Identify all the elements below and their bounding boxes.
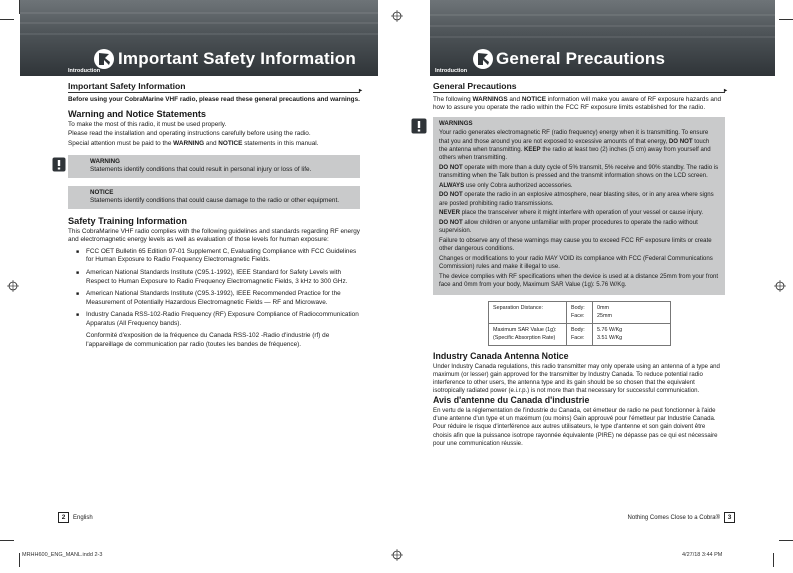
- list-item: ■ Industry Canada RSS-102-Radio Frequency (RF) Exposure Compliance of Radiocommunication Apparatus (All Frequency bands).: [78, 311, 360, 328]
- warnings-box: [433, 117, 725, 295]
- notice-label: NOTICE: [90, 188, 114, 196]
- cobra-logo-icon: [472, 48, 494, 70]
- notice-text: Statements identify conditions that could cause damage to the radio or other equipment.: [90, 197, 340, 205]
- warning-icon: [52, 157, 66, 172]
- footer-left: [58, 512, 93, 523]
- page-number: 3: [724, 512, 735, 523]
- warning-item: NEVER place the transceiver where it might interfere with operation of your vessel or cause injury.: [439, 209, 704, 217]
- warning-item: DO NOT allow children or anyone unfamiliar with proper procedures to operate the radio without supervision.: [439, 219, 698, 235]
- print-slug-file: MRHH600_ENG_MANL.indd 2-3: [22, 552, 103, 558]
- table-cell: Separation Distance:: [489, 301, 567, 323]
- warning-notice-heading: Warning and Notice Statements: [68, 109, 207, 120]
- left-page-content: [68, 82, 360, 350]
- warning-item: DO NOT operate with more than a duty cycle of 5% transmit, 5% receive and 90% standby. The radio is transmitting when the Talk button is pressed and the transmit information shows on the LCD screen.: [439, 163, 719, 179]
- print-slug-date: 4/27/18 3:44 PM: [682, 552, 723, 558]
- right-page-content: [433, 82, 725, 449]
- paragraph: Special attention must be paid to the WARNING and NOTICE statements in this manual.: [68, 139, 319, 147]
- warnings-label: WARNINGS: [439, 119, 473, 127]
- table-cell: 5.76 W/Kg 3.51 W/Kg: [593, 323, 671, 345]
- header-title-right: General Precautions: [496, 49, 666, 68]
- french-compliance-text: Conformité d'exposition de la fréquence du Canada RSS-102 -Radio d'industrie (rf) de l'appareillage de communication par radio (toutes les bandes de fréquence).: [86, 332, 330, 349]
- registration-mark-left: [7, 280, 19, 292]
- crop-mark: [779, 540, 793, 541]
- training-intro: This CobraMarine VHF radio complies with the following guidelines and standards regarding RF energy and electromagnetic energy levels as well as evaluation of those levels for human exposure:: [68, 227, 360, 244]
- ic-text: Under Industry Canada regulations, this radio transmitter may only operate using an antenna of a type and maximum (or lesser) gain approved for the transmitter by Industry Canada. To reduce potential radio interference to other users, the antenna type and its gain should be so chosen that the equivalent isotropically radiated power (e.i.r.p.) is not more than that necessary for successful communication.: [433, 362, 720, 395]
- fr-heading: Avis d'antenne du Canada d'industrie: [433, 395, 590, 406]
- section-title: General Precautions ▸: [433, 82, 725, 93]
- crop-mark: [19, 553, 20, 567]
- header-title-left: Important Safety Information: [118, 49, 356, 68]
- page-number: 2: [58, 512, 69, 523]
- registration-mark-top: [391, 10, 403, 22]
- table-row: [489, 323, 671, 345]
- list-item: ■ American National Standards Institute (C95.1-1992), IEEE Standard for Safety Levels with Respect to Human Exposure to Radio Frequency Electromagnetic Fields, 3 kHz to 300 GHz.: [78, 269, 360, 286]
- footer-right: [628, 512, 735, 523]
- paragraph: To make the most of this radio, it must be used properly.: [68, 120, 227, 128]
- warning-item: DO NOT operate the radio in an explosive atmosphere, near blasting sites, or in any area where signs are posted prohibiting radio transmissions.: [439, 191, 714, 207]
- warning-label: WARNING: [90, 157, 120, 165]
- crop-mark: [0, 540, 14, 541]
- section-tag-right: Introduction: [435, 68, 468, 74]
- warning-item: Failure to observe any of these warnings may cause you to exceed FCC RF exposure limits or create other dangerous conditions.: [439, 236, 712, 253]
- sar-table: [488, 301, 671, 346]
- list-item: ■ FCC OET Bulletin 65 Edition 97-01 Supplement C, Evaluating Compliance with FCC Guidelines for Human Exposure to Radio Frequency Electromagnetic Fields.: [78, 248, 360, 265]
- footer-tagline: Nothing Comes Close to a Cobra®: [627, 514, 720, 521]
- crop-mark: [779, 19, 793, 20]
- warning-item: Changes or modifications to your radio MAY VOID its compliance with FCC (Federal Communications Commission) rules and make it illegal to use.: [439, 254, 713, 271]
- footer-language: English: [73, 514, 93, 521]
- registration-mark-bottom: [391, 549, 403, 561]
- fr-text: En vertu de la réglementation de l'industrie du Canada, cet émetteur de radio ne peut fonctionner à l'aide d'une antenne d'un type et un maximum (ou moins) Gain approuvé pour l'émetteur par Industrie Canada. Pour réduire le risque d'interférence aux autres utilisateurs, le type d'antenne et son gain doivent être choisis afin que la puissance isotrope rayonnée équivalente (PIRE) ne dépasse pas ce qui est nécessaire pour une communication réussie.: [433, 407, 718, 447]
- crop-mark: [0, 19, 14, 20]
- training-heading: Safety Training Information: [68, 215, 187, 226]
- warning-icon: [411, 118, 427, 134]
- intro-text: Before using your CobraMarine VHF radio, please read these general precautions and warnings.: [68, 95, 360, 103]
- warning-item: ALWAYS use only Cobra authorized accessories.: [439, 181, 573, 189]
- table-cell: Body: Face:: [567, 301, 593, 323]
- paragraph: Please read the installation and operating instructions carefully before using the radio.: [68, 130, 311, 138]
- table-cell: 0mm 25mm: [593, 301, 671, 323]
- section-title: Important Safety Information ▸: [68, 82, 360, 93]
- notice-box: [68, 186, 360, 209]
- warning-item: Your radio generates electromagnetic RF (radio frequency) energy when it is transmitting. To ensure that you and those around you are not exposed to excessive amounts of that energy, DO NOT touch the antenna when transmitting. KEEP the radio at least two (2) inches (5 cm) away from yourself and others when transmitting.: [439, 129, 711, 162]
- registration-mark-right: [774, 280, 786, 292]
- warning-box: [68, 155, 360, 178]
- warning-item: The device complies with RF specifications when the device is used at a distance 25mm from your front face and 0mm from your body, Maximum SAR Value (1g): 5.76 W/Kg.: [439, 272, 719, 288]
- table-cell: Body: Face:: [567, 323, 593, 345]
- list-item: ■ American National Standards Institute (C95.3-1992), IEEE Recommended Practice for the Measurement of Potentially Hazardous Electromagnetic Fields — RF and Microwave.: [78, 290, 360, 307]
- crop-mark: [773, 553, 774, 567]
- section-tag-left: Introduction: [68, 68, 101, 74]
- intro-text: The following WARNINGS and NOTICE information will make you aware of RF exposure hazards and how to assure you operate the radio within the FCC RF exposure limits established for the radio.: [433, 95, 722, 112]
- ic-heading: Industry Canada Antenna Notice: [433, 351, 569, 362]
- table-cell: Maximum SAR Value (1g): (Specific Absorption Rate): [489, 323, 567, 345]
- warning-text: Statements identify conditions that could result in personal injury or loss of life.: [90, 166, 312, 174]
- table-row: [489, 301, 671, 323]
- standards-list: [78, 248, 360, 329]
- cobra-logo-icon: [93, 48, 115, 70]
